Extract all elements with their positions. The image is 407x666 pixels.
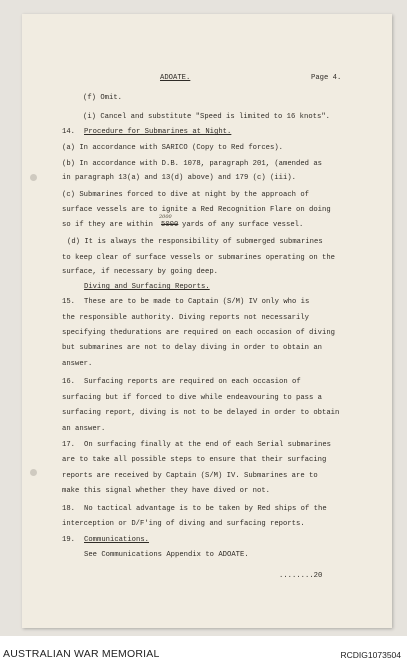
- text-line: surfacing but if forced to dive while endeavouring to pass a: [62, 394, 322, 402]
- text-line: are to take all possible steps to ensure that their surfacing: [62, 456, 327, 464]
- struck-out-value: 5000: [161, 221, 179, 229]
- text-line: interception or D/F'ing of diving and surfacing reports.: [62, 520, 305, 528]
- text-line: specifying thedurations are required on each occasion of diving: [62, 329, 335, 337]
- text-line: (i) Cancel and substitute "Speed is limited to 16 knots".: [83, 113, 330, 121]
- section-heading: Communications.: [84, 536, 149, 544]
- text-line: On surfacing finally at the end of each Serial submarines: [84, 441, 331, 449]
- text-line: These are to be made to Captain (S/M) IV only who is: [84, 298, 310, 306]
- document-page: [22, 14, 392, 628]
- text-line: (f) Omit.: [83, 94, 122, 102]
- text-line: reports are received by Captain (S/M) IV. Submarines are to: [62, 472, 318, 480]
- paragraph-number: 19.: [62, 536, 75, 544]
- text-line: Surfacing reports are required on each occasion of: [84, 378, 301, 386]
- text-line: (c) Submarines forced to dive at night by the approach of: [62, 191, 309, 199]
- paragraph-number: 15.: [62, 298, 75, 306]
- document-title: ADOATE.: [160, 74, 191, 82]
- punch-hole: [30, 174, 37, 181]
- punch-hole: [30, 469, 37, 476]
- text-line: in paragraph 13(a) and 13(d) above) and 179 (c) (iii).: [62, 174, 296, 182]
- text-line: answer.: [62, 360, 93, 368]
- text-line: so if they are within: [62, 221, 153, 229]
- text-line: surface vessels are to ignite a Red Recognition Flare on doing: [62, 206, 331, 214]
- page-number: Page 4.: [311, 74, 342, 82]
- institution-name: AUSTRALIAN WAR MEMORIAL: [3, 648, 160, 660]
- handwritten-correction: 2000: [159, 214, 172, 220]
- text-line: No tactical advantage is to be taken by Red ships of the: [84, 505, 327, 513]
- paragraph-number: 16.: [62, 378, 75, 386]
- record-id: RCDIG1073504: [340, 650, 401, 660]
- text-line: (b) In accordance with D.B. 1078, paragraph 201, (amended as: [62, 160, 322, 168]
- text-line: (d) It is always the responsibility of submerged submarines: [67, 238, 323, 246]
- text-line: See Communications Appendix to ADOATE.: [84, 551, 249, 559]
- text-line: an answer.: [62, 425, 106, 433]
- text-line: to keep clear of surface vessels or submarines operating on the: [62, 254, 335, 262]
- text-line: but submarines are not to delay diving in order to obtain an: [62, 344, 322, 352]
- text-line: surfacing report, diving is not to be delayed in order to obtain: [62, 409, 340, 417]
- text-line: yards of any surface vessel.: [182, 221, 304, 229]
- section-heading: Diving and Surfacing Reports.: [84, 283, 210, 291]
- text-line: surface, if necessary by going deep.: [62, 268, 218, 276]
- text-line: (a) In accordance with SARICO (Copy to Red forces).: [62, 144, 283, 152]
- paragraph-number: 14.: [62, 128, 75, 136]
- section-heading: Procedure for Submarines at Night.: [84, 128, 232, 136]
- paragraph-number: 18.: [62, 505, 75, 513]
- text-line: the responsible authority. Diving reports not necessarily: [62, 314, 309, 322]
- continuation-marker: ........20: [279, 572, 323, 580]
- paragraph-number: 17.: [62, 441, 75, 449]
- text-line: make this signal whether they have dived or not.: [62, 487, 270, 495]
- archive-footer: [0, 636, 407, 666]
